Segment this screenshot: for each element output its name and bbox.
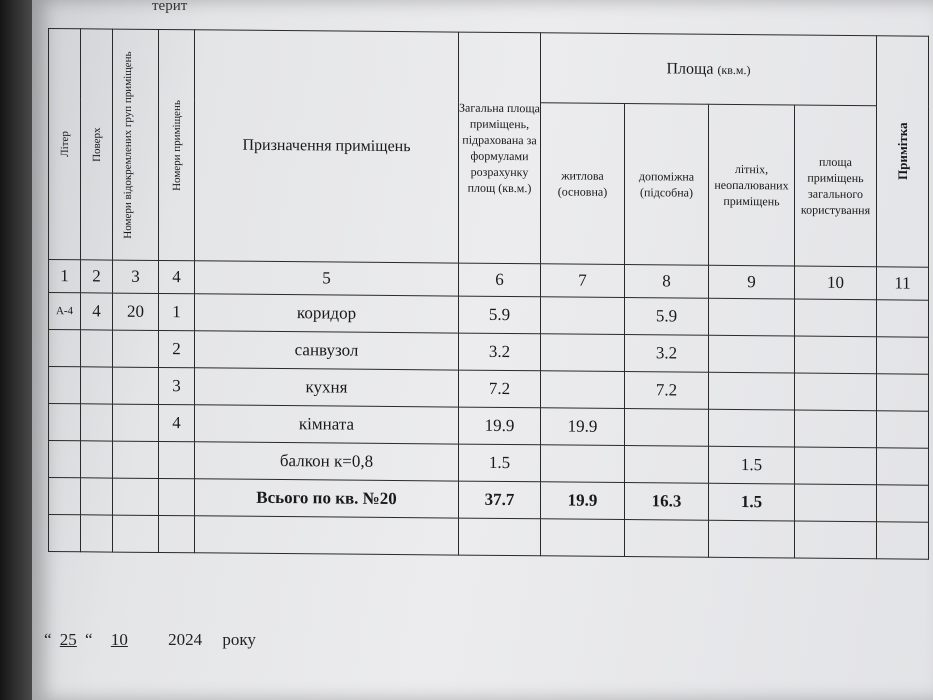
empty-row bbox=[49, 515, 929, 560]
col-header-purpose: Призначення приміщень bbox=[195, 30, 459, 263]
total-label: Всього по кв. №20 bbox=[195, 479, 459, 518]
col-header-area-group: Площа (кв.м.) bbox=[541, 33, 877, 106]
total-summer: 1.5 bbox=[709, 483, 795, 521]
total-living: 19.9 bbox=[541, 482, 625, 520]
col-header-common: площа приміщень загального користування bbox=[795, 105, 877, 266]
col-header-liter: Літер bbox=[49, 29, 81, 260]
book-spine bbox=[0, 0, 32, 700]
col-header-auxiliary: допоміжна (підсобна) bbox=[625, 104, 709, 265]
area-table bbox=[48, 28, 929, 560]
header-text-fragment: терит bbox=[152, 0, 188, 14]
col-header-note: Примітка bbox=[877, 36, 929, 267]
column-number-row: 1 2 3 4 5 6 7 8 9 10 11 bbox=[49, 260, 929, 301]
total-aux: 16.3 bbox=[625, 483, 709, 521]
document-date: “ 25 “ 10 2024 року bbox=[44, 630, 256, 649]
col-header-total-area: Загальна площа приміщень, підрахована за формулами розрахунку площ (кв.м.) bbox=[459, 32, 541, 264]
date-day: 25 bbox=[59, 630, 77, 649]
date-word: року bbox=[222, 630, 256, 649]
area-table-sheet bbox=[48, 28, 928, 596]
col-header-floor: Поверх bbox=[81, 29, 113, 260]
table-row: А-4 4 20 1 коридор 5.9 5.9 bbox=[49, 293, 929, 338]
table-row: 2 санвузол 3.2 3.2 bbox=[49, 330, 929, 375]
table-row: 3 кухня 7.2 7.2 bbox=[49, 367, 929, 412]
date-month: 10 bbox=[110, 630, 128, 649]
col-header-summer: літніх, неопалюваних приміщень bbox=[709, 105, 795, 266]
col-header-living: житлова (основна) bbox=[541, 103, 625, 264]
table-row: балкон к=0,8 1.5 1.5 bbox=[49, 441, 929, 486]
col-header-room-numbers: Номери приміщень bbox=[159, 29, 195, 260]
total-area: 37.7 bbox=[459, 481, 541, 519]
date-year: 2024 bbox=[168, 630, 203, 649]
table-row: 4 кімната 19.9 19.9 bbox=[49, 404, 929, 449]
col-header-groups: Номери відокремлених груп приміщень bbox=[113, 29, 159, 260]
